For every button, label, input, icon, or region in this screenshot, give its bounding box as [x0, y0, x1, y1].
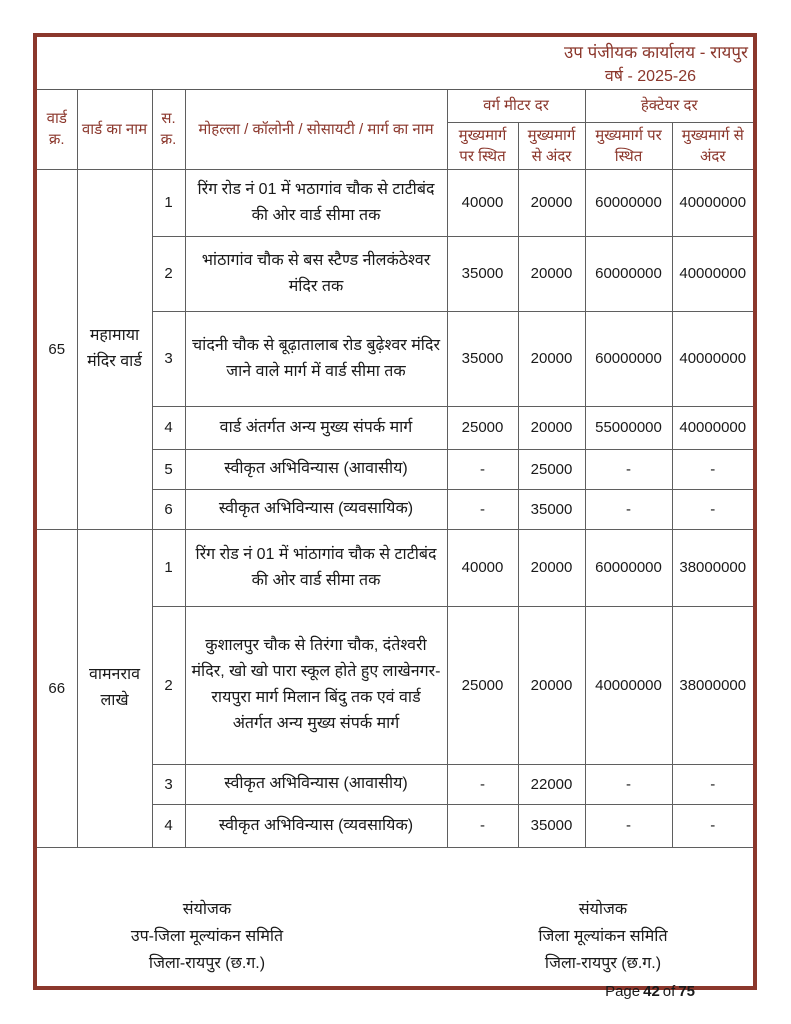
- sqm-rate-inner: 20000: [518, 529, 585, 606]
- serial-number: 1: [152, 529, 185, 606]
- serial-number: 4: [152, 804, 185, 847]
- hectare-rate-inner: 40000000: [672, 169, 753, 236]
- hectare-rate-main: -: [585, 764, 672, 804]
- col-group-sqm-rate: वर्ग मीटर दर: [447, 90, 585, 122]
- serial-number: 4: [152, 406, 185, 449]
- committee-name: जिला मूल्यांकन समिति: [538, 928, 668, 945]
- road-description: रिंग रोड नं 01 में भांठागांव चौक से टाटीबंद की ओर वार्ड सीमा तक: [185, 529, 447, 606]
- sqm-rate-main: 40000: [447, 169, 518, 236]
- ward-number: 66: [37, 529, 77, 847]
- district-label: जिला-रायपुर (छ.ग.): [148, 955, 266, 972]
- hectare-rate-main: -: [585, 449, 672, 489]
- sqm-rate-inner: 35000: [518, 804, 585, 847]
- hectare-rate-inner: 40000000: [672, 236, 753, 311]
- col-header-hect-inside: मुख्यमार्ग से अंदर: [672, 122, 753, 169]
- col-header-ward-no: वार्ड क्र.: [37, 90, 77, 169]
- sqm-rate-main: -: [447, 449, 518, 489]
- office-title: उप पंजीयक कार्यालय - रायपुर: [563, 43, 748, 62]
- sqm-rate-inner: 20000: [518, 406, 585, 449]
- sqm-rate-main: 25000: [447, 606, 518, 764]
- hectare-rate-inner: 40000000: [672, 311, 753, 406]
- page-label: Page: [605, 983, 641, 1000]
- road-description: भांठागांव चौक से बस स्टैण्ड नीलकंठेश्वर मंदिर तक: [185, 236, 447, 311]
- document-page: [33, 33, 757, 1000]
- col-header-road-name: मोहल्ला / कॉलोनी / सोसायटी / मार्ग का नाम: [185, 90, 447, 169]
- serial-number: 1: [152, 169, 185, 236]
- sqm-rate-inner: 20000: [518, 169, 585, 236]
- serial-number: 6: [152, 489, 185, 529]
- district-label: जिला-रायपुर (छ.ग.): [544, 955, 662, 972]
- hectare-rate-main: -: [585, 489, 672, 529]
- page-of-label: of: [662, 983, 676, 1000]
- page-indicator: [453, 978, 753, 1005]
- hectare-rate-main: 40000000: [585, 606, 672, 764]
- signature-block-right: [453, 896, 753, 1005]
- serial-number: 2: [152, 606, 185, 764]
- hectare-rate-inner: -: [672, 449, 753, 489]
- hectare-rate-inner: -: [672, 489, 753, 529]
- page-total: 75: [678, 983, 695, 1000]
- hectare-rate-inner: 40000000: [672, 406, 753, 449]
- road-description: स्वीकृत अभिविन्यास (व्यवसायिक): [185, 804, 447, 847]
- road-description: स्वीकृत अभिविन्यास (आवासीय): [185, 449, 447, 489]
- year-title: वर्ष - 2025-26: [604, 68, 696, 85]
- sqm-rate-main: 25000: [447, 406, 518, 449]
- road-description: स्वीकृत अभिविन्यास (व्यवसायिक): [185, 489, 447, 529]
- sqm-rate-main: -: [447, 804, 518, 847]
- convener-label: संयोजक: [578, 901, 628, 918]
- document-footer: [37, 847, 753, 1005]
- document-header: [37, 37, 753, 90]
- serial-number: 3: [152, 764, 185, 804]
- col-group-hectare-rate: हेक्टेयर दर: [585, 90, 753, 122]
- table-row: [37, 529, 753, 606]
- committee-name: उप-जिला मूल्यांकन समिति: [130, 928, 284, 945]
- sqm-rate-main: 35000: [447, 311, 518, 406]
- ward-name: वामनराव लाखे: [77, 529, 152, 847]
- sqm-rate-inner: 20000: [518, 236, 585, 311]
- signature-block-left: [57, 896, 357, 977]
- serial-number: 2: [152, 236, 185, 311]
- road-description: कुशालपुर चौक से तिरंगा चौक, दंतेश्वरी मंदिर, खो खो पारा स्कूल होते हुए लाखेनगर-रायपुरा मार्ग मिलान बिंदु तक एवं वार्ड अंतर्गत अन्य मुख्य संपर्क मार्ग: [185, 606, 447, 764]
- col-header-sqm-inside: मुख्यमार्ग से अंदर: [518, 122, 585, 169]
- road-description: चांदनी चौक से बूढ़ातालाब रोड बुढ़ेश्वर मंदिर जाने वाले मार्ग में वार्ड सीमा तक: [185, 311, 447, 406]
- hectare-rate-inner: -: [672, 764, 753, 804]
- col-header-hect-on-main: मुख्यमार्ग पर स्थित: [585, 122, 672, 169]
- hectare-rate-main: 55000000: [585, 406, 672, 449]
- serial-number: 3: [152, 311, 185, 406]
- sqm-rate-inner: 20000: [518, 606, 585, 764]
- hectare-rate-inner: 38000000: [672, 529, 753, 606]
- hectare-rate-main: -: [585, 804, 672, 847]
- hectare-rate-main: 60000000: [585, 169, 672, 236]
- hectare-rate-inner: 38000000: [672, 606, 753, 764]
- sqm-rate-inner: 35000: [518, 489, 585, 529]
- col-header-sqm-on-main: मुख्यमार्ग पर स्थित: [447, 122, 518, 169]
- serial-number: 5: [152, 449, 185, 489]
- col-header-ward-name: वार्ड का नाम: [77, 90, 152, 169]
- sqm-rate-main: -: [447, 489, 518, 529]
- sqm-rate-inner: 22000: [518, 764, 585, 804]
- ward-name: महामाया मंदिर वार्ड: [77, 169, 152, 529]
- table-row: [37, 169, 753, 236]
- sqm-rate-main: -: [447, 764, 518, 804]
- hectare-rate-main: 60000000: [585, 529, 672, 606]
- page-number: 42: [643, 983, 660, 1000]
- hectare-rate-main: 60000000: [585, 236, 672, 311]
- col-header-serial-no: स. क्र.: [152, 90, 185, 169]
- road-description: स्वीकृत अभिविन्यास (आवासीय): [185, 764, 447, 804]
- ward-number: 65: [37, 169, 77, 529]
- convener-label: संयोजक: [182, 901, 232, 918]
- sqm-rate-main: 40000: [447, 529, 518, 606]
- hectare-rate-main: 60000000: [585, 311, 672, 406]
- road-description: रिंग रोड नं 01 में भठागांव चौक से टाटीबंद की ओर वार्ड सीमा तक: [185, 169, 447, 236]
- sqm-rate-inner: 25000: [518, 449, 585, 489]
- sqm-rate-inner: 20000: [518, 311, 585, 406]
- hectare-rate-inner: -: [672, 804, 753, 847]
- sqm-rate-main: 35000: [447, 236, 518, 311]
- rates-table: [37, 90, 753, 847]
- road-description: वार्ड अंतर्गत अन्य मुख्य संपर्क मार्ग: [185, 406, 447, 449]
